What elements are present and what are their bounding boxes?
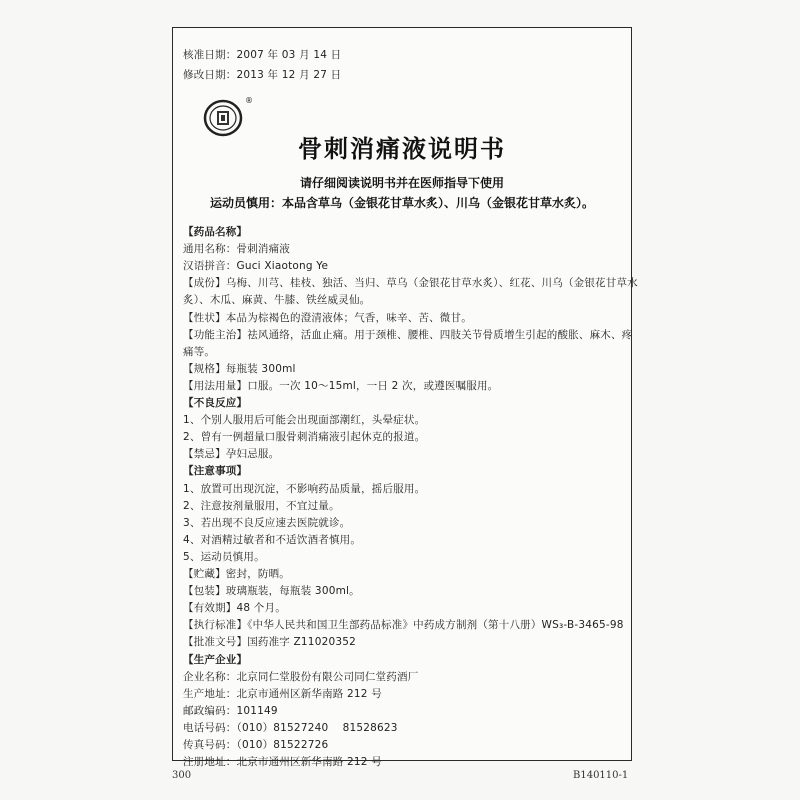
leaflet-line: 【功能主治】祛风通络，活血止痛。用于颈椎、腰椎、四肢关节骨质增生引起的酸胀、麻木、疼	[183, 328, 633, 341]
leaflet-line: 【有效期】48 个月。	[183, 602, 286, 615]
leaflet-line: 3、若出现不良反应速去医院就诊。	[183, 516, 351, 529]
approval-date: 核准日期：2007 年 03 月 14 日	[183, 49, 342, 61]
usage-caution: 请仔细阅读说明书并在医师指导下使用	[299, 176, 504, 190]
leaflet-frame	[172, 27, 638, 769]
leaflet-line: 注册地址：北京市通州区新华南路 212 号	[183, 756, 382, 769]
page-number: 300	[172, 770, 192, 781]
registered-trademark-mark: ®	[245, 96, 253, 105]
leaflet-line: 【规格】每瓶装 300ml	[183, 362, 296, 375]
athlete-caution: 运动员慎用：本品含草乌（金银花甘草水炙）、川乌（金银花甘草水炙）。	[209, 196, 594, 210]
leaflet-line: 企业名称：北京同仁堂股份有限公司同仁堂药酒厂	[183, 670, 419, 683]
leaflet-line: 邮政编码：101149	[183, 704, 278, 717]
leaflet-line: 传真号码：（010）81522726	[183, 739, 329, 751]
revision-date: 修改日期：2013 年 12 月 27 日	[183, 69, 342, 81]
leaflet-line: 【执行标准】《中华人民共和国卫生部药品标准》中药成方制剂（第十八册）WS₃-B-3465-98	[183, 619, 624, 632]
leaflet-line: 电话号码：（010）81527240 81528623	[183, 721, 398, 734]
leaflet-line: 痛等。	[183, 345, 216, 358]
leaflet-line: 【包装】玻璃瓶装，每瓶装 300ml。	[183, 585, 360, 598]
leaflet-line: 【用法用量】口服。一次 10～15ml，一日 2 次，或遵医嘱服用。	[183, 379, 499, 392]
leaflet-line: 1、放置可出现沉淀，不影响药品质量，摇后服用。	[183, 482, 426, 495]
leaflet-line: 【注意事项】	[183, 465, 248, 478]
document-title: 骨刺消痛液说明书	[298, 135, 506, 163]
leaflet-line: 通用名称：骨刺消痛液	[183, 243, 290, 256]
leaflet-line: 【成份】乌梅、川芎、桂枝、独活、当归、草乌（金银花甘草水炙）、红花、川乌（金银花甘草水	[183, 277, 638, 290]
leaflet-line: 【性状】本品为棕褐色的澄清液体；气香，味辛、苦、微甘。	[183, 311, 472, 324]
leaflet-line: 【禁忌】孕妇忌服。	[183, 448, 280, 461]
leaflet-line: 【不良反应】	[183, 397, 248, 409]
leaflet-line: 5、运动员慎用。	[183, 550, 265, 563]
leaflet-line: 生产地址：北京市通州区新华南路 212 号	[183, 687, 382, 700]
leaflet-line: 汉语拼音：Guci Xiaotong Ye	[183, 260, 329, 273]
leaflet-line: 2、注意按剂量服用，不宜过量。	[183, 499, 340, 512]
leaflet-line: 【贮藏】密封，防晒。	[183, 568, 290, 580]
leaflet-line: 【药品名称】	[183, 226, 248, 238]
leaflet-line: 4、对酒精过敏者和不适饮酒者慎用。	[183, 533, 362, 546]
leaflet-line: 炙）、木瓜、麻黄、牛膝、铁丝威灵仙。	[183, 294, 371, 307]
leaflet-line: 【生产企业】	[183, 653, 248, 666]
print-code: B140110-1	[573, 770, 629, 781]
leaflet-line: 2、曾有一例超量口服骨刺消痛液引起休克的报道。	[183, 431, 426, 444]
leaflet-line: 【批准文号】国药准字 Z11020352	[183, 636, 356, 649]
leaflet-line: 1、个别人服用后可能会出现面部潮红，头晕症状。	[183, 414, 426, 427]
